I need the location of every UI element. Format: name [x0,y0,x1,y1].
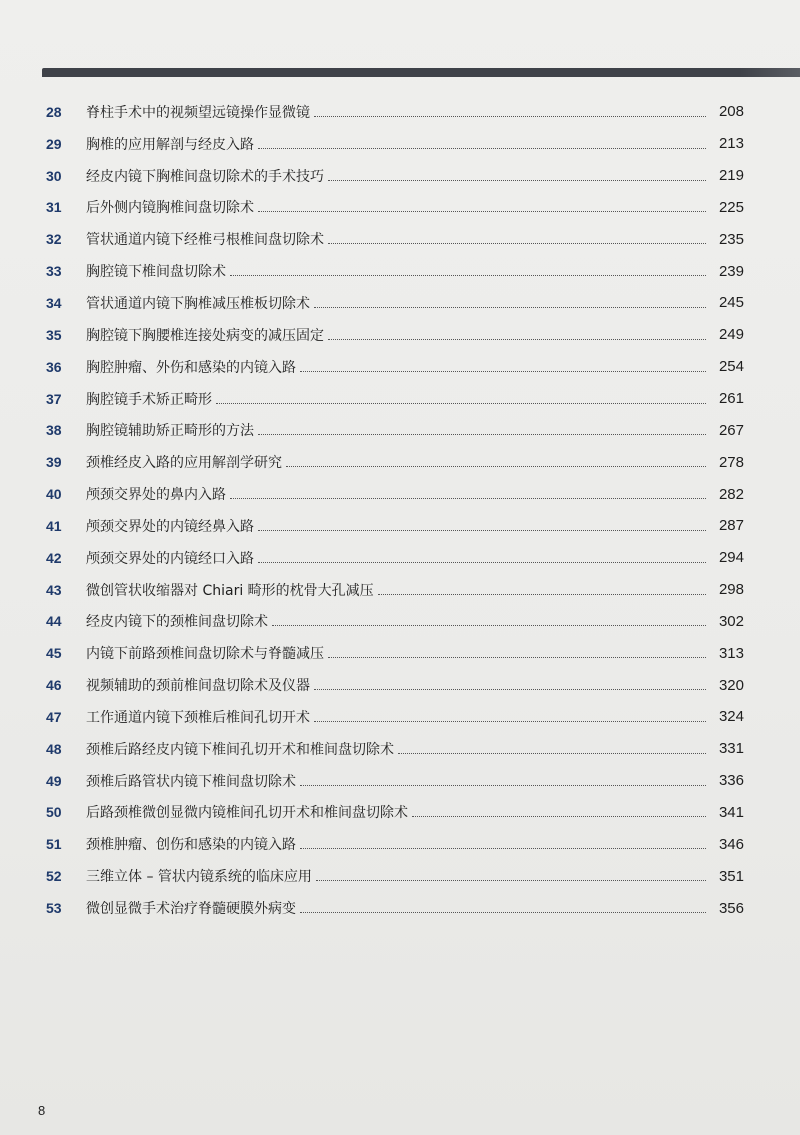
page-number: 336 [718,772,744,790]
toc-entry [44,383,744,415]
toc-entry [44,255,744,287]
chapter-number: 28 [46,103,62,120]
page-number: 294 [718,549,744,567]
dot-leader [300,911,706,913]
chapter-title: 视频辅助的颈前椎间盘切除术及仪器 [86,678,310,695]
chapter-title: 颅颈交界处的内镜经口入路 [86,550,254,567]
dot-leader [300,784,706,786]
chapter-number: 37 [46,390,62,407]
header-rule [42,68,800,77]
chapter-title: 颈椎肿瘤、创伤和感染的内镜入路 [86,837,296,854]
page-number: 331 [718,740,744,758]
toc-entry [44,765,744,797]
toc-entry [44,637,744,669]
chapter-title: 胸腔镜下胸腰椎连接处病变的减压固定 [86,327,324,344]
chapter-title: 工作通道内镜下颈椎后椎间孔切开术 [86,709,310,726]
toc-entry [44,351,744,383]
page-number: 261 [718,390,744,408]
chapter-title: 微创显微手术治疗脊髓硬膜外病变 [86,901,296,918]
toc-entry [44,892,744,924]
chapter-number: 40 [46,486,62,503]
chapter-number: 41 [46,517,62,534]
page-number: 208 [718,103,744,121]
chapter-number: 46 [46,677,62,694]
dot-leader [398,752,706,754]
dot-leader [300,847,706,849]
dot-leader [258,433,706,435]
dot-leader [328,338,706,340]
chapter-title: 胸腔镜辅助矫正畸形的方法 [86,423,254,440]
chapter-title: 颈椎后路管状内镜下椎间盘切除术 [86,773,296,790]
page-number: 278 [718,453,744,471]
page-number: 225 [718,198,744,216]
chapter-title: 胸椎的应用解剖与经皮入路 [86,136,254,153]
page-number: 213 [718,135,744,153]
page-folio: 8 [38,1103,46,1118]
chapter-title: 内镜下前路颈椎间盘切除术与脊髓减压 [86,646,324,663]
dot-leader [328,656,706,658]
page-number: 356 [718,899,744,917]
dot-leader [328,242,706,244]
page-number: 341 [718,803,744,821]
dot-leader [300,370,706,372]
table-of-contents [44,96,744,924]
chapter-title: 颈椎经皮入路的应用解剖学研究 [86,455,282,472]
chapter-number: 50 [46,804,62,821]
toc-entry [44,128,744,160]
chapter-title: 管状通道内镜下经椎弓根椎间盘切除术 [86,232,324,249]
chapter-number: 52 [46,868,62,885]
dot-leader [258,529,706,531]
chapter-number: 35 [46,326,62,343]
page-number: 239 [718,262,744,280]
page-number: 298 [718,581,744,599]
chapter-number: 31 [46,199,62,216]
page-number: 346 [718,835,744,853]
chapter-title: 管状通道内镜下胸椎减压椎板切除术 [86,295,310,312]
chapter-number: 44 [46,613,62,630]
chapter-number: 48 [46,740,62,757]
dot-leader [412,815,706,817]
dot-leader [258,561,706,563]
dot-leader [286,465,706,467]
dot-leader [230,497,706,499]
page-number: 254 [718,358,744,376]
chapter-title: 胸腔镜手术矫正畸形 [86,391,212,408]
toc-entry [44,669,744,701]
chapter-title: 经皮内镜下的颈椎间盘切除术 [86,614,268,631]
chapter-title: 颈椎后路经皮内镜下椎间孔切开术和椎间盘切除术 [86,741,394,758]
dot-leader [378,593,706,595]
dot-leader [314,306,706,308]
page-number: 219 [718,167,744,185]
chapter-title: 微创管状收缩器对 Chiari 畸形的枕骨大孔减压 [86,582,374,599]
chapter-title: 颅颈交界处的鼻内入路 [86,487,226,504]
page-number: 313 [718,644,744,662]
toc-entry [44,414,744,446]
toc-entry [44,733,744,765]
page-number: 235 [718,230,744,248]
chapter-number: 34 [46,294,62,311]
toc-entry [44,574,744,606]
page-number: 282 [718,485,744,503]
dot-leader [216,402,706,404]
chapter-title: 胸腔镜下椎间盘切除术 [86,264,226,281]
chapter-number: 53 [46,900,62,917]
chapter-title: 脊柱手术中的视频望远镜操作显微镜 [86,104,310,121]
chapter-number: 29 [46,135,62,152]
dot-leader [258,147,706,149]
chapter-title: 经皮内镜下胸椎间盘切除术的手术技巧 [86,168,324,185]
toc-entry [44,446,744,478]
toc-entry [44,542,744,574]
chapter-number: 49 [46,772,62,789]
chapter-title: 颅颈交界处的内镜经鼻入路 [86,518,254,535]
toc-entry [44,192,744,224]
toc-entry [44,606,744,638]
chapter-number: 39 [46,454,62,471]
toc-entry [44,701,744,733]
toc-entry [44,478,744,510]
toc-entry [44,96,744,128]
chapter-number: 43 [46,581,62,598]
page-number: 245 [718,294,744,312]
page-number: 267 [718,421,744,439]
dot-leader [272,624,706,626]
chapter-number: 51 [46,836,62,853]
chapter-number: 36 [46,358,62,375]
toc-entry [44,510,744,542]
dot-leader [314,115,706,117]
page-number: 320 [718,676,744,694]
toc-entry [44,860,744,892]
toc-entry [44,287,744,319]
chapter-number: 38 [46,422,62,439]
toc-entry [44,319,744,351]
toc-entry [44,797,744,829]
dot-leader [230,274,706,276]
chapter-number: 47 [46,708,62,725]
toc-entry [44,828,744,860]
chapter-number: 33 [46,263,62,280]
dot-leader [314,688,706,690]
page-number: 287 [718,517,744,535]
chapter-number: 45 [46,645,62,662]
page-number: 351 [718,867,744,885]
page-number: 302 [718,612,744,630]
dot-leader [328,179,706,181]
chapter-title: 后外侧内镜胸椎间盘切除术 [86,200,254,217]
chapter-number: 42 [46,549,62,566]
chapter-title: 三维立体 – 管状内镜系统的临床应用 [86,869,312,886]
page-number: 249 [718,326,744,344]
toc-entry [44,223,744,255]
dot-leader [314,720,706,722]
chapter-number: 30 [46,167,62,184]
toc-entry [44,160,744,192]
page-number: 324 [718,708,744,726]
chapter-title: 胸腔肿瘤、外伤和感染的内镜入路 [86,359,296,376]
dot-leader [258,210,706,212]
chapter-number: 32 [46,231,62,248]
dot-leader [316,879,706,881]
chapter-title: 后路颈椎微创显微内镜椎间孔切开术和椎间盘切除术 [86,805,408,822]
